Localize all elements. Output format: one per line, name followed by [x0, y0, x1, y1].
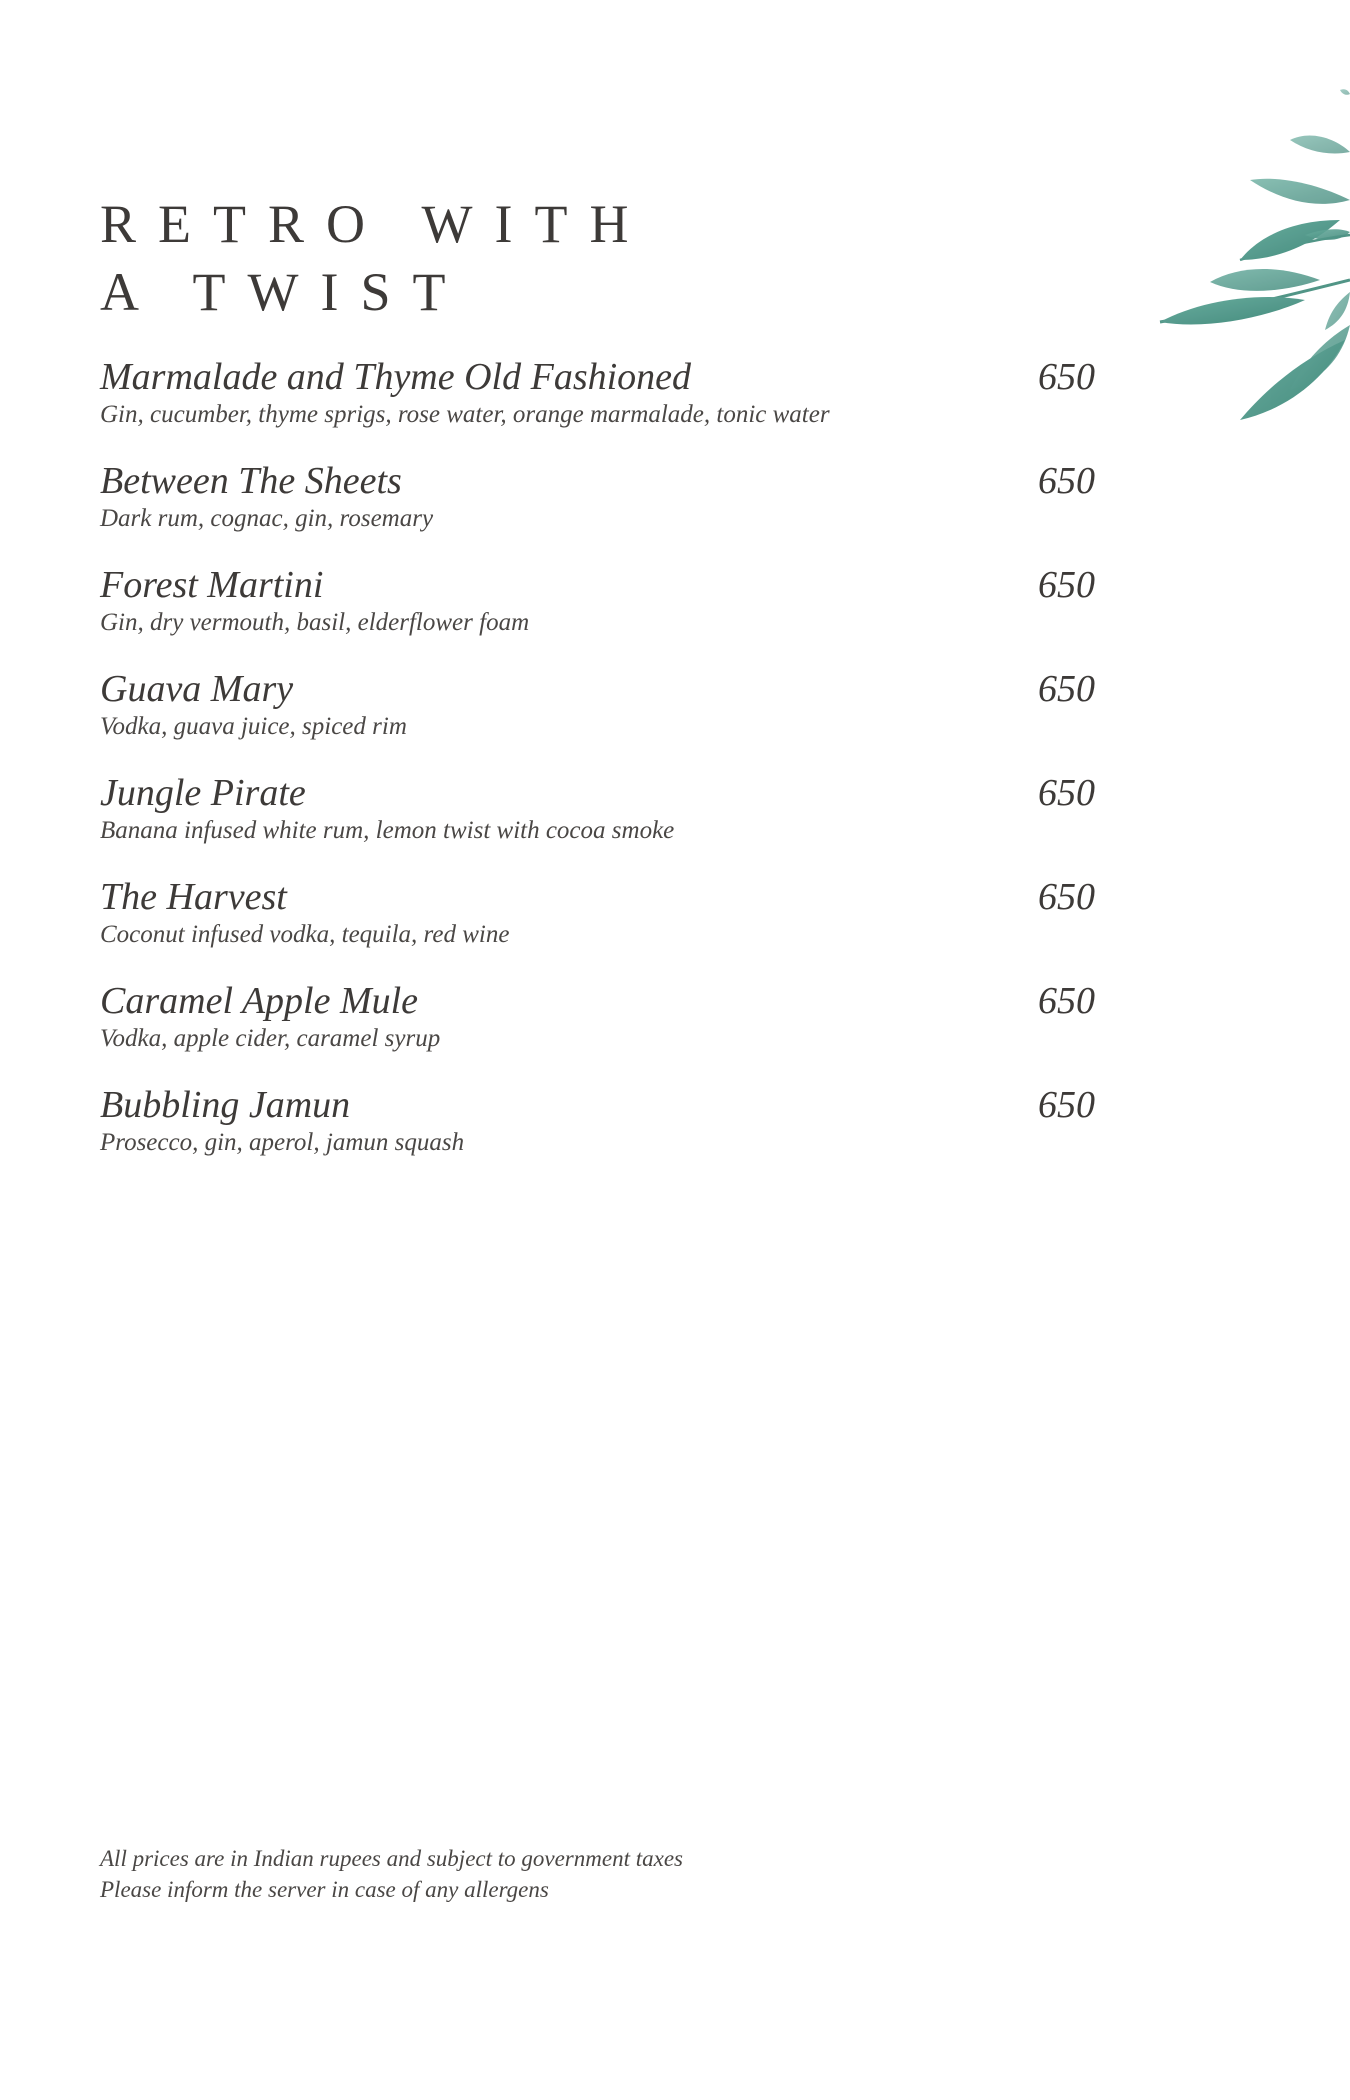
- item-name: Marmalade and Thyme Old Fashioned: [100, 356, 692, 398]
- menu-item: [100, 768, 1095, 872]
- item-price: 650: [1038, 668, 1095, 710]
- item-description: Banana infused white rum, lemon twist with cocoa smoke: [100, 817, 675, 844]
- item-description: Gin, dry vermouth, basil, elderflower foam: [100, 609, 530, 636]
- item-name: Bubbling Jamun: [100, 1084, 351, 1126]
- item-description: Gin, cucumber, thyme sprigs, rose water, orange marmalade, tonic water: [100, 401, 830, 428]
- item-price: 650: [1038, 772, 1095, 814]
- footer-notes: [100, 1843, 683, 1905]
- item-name: Jungle Pirate: [100, 772, 306, 814]
- item-description: Coconut infused vodka, tequila, red wine: [100, 921, 510, 948]
- title-line-1: RETRO WITH: [100, 194, 651, 254]
- menu-item: [100, 352, 1095, 456]
- item-description: Vodka, guava juice, spiced rim: [100, 713, 407, 740]
- menu-item: [100, 872, 1095, 976]
- page-title: [100, 190, 650, 326]
- footer-tax-note: All prices are in Indian rupees and subject to government taxes: [100, 1846, 683, 1871]
- item-price: 650: [1038, 980, 1095, 1022]
- menu-item: [100, 664, 1095, 768]
- menu-item: [100, 1080, 1095, 1184]
- item-name: Guava Mary: [100, 668, 294, 710]
- item-price: 650: [1038, 460, 1095, 502]
- item-price: 650: [1038, 876, 1095, 918]
- item-name: Caramel Apple Mule: [100, 980, 419, 1022]
- item-name: Forest Martini: [100, 564, 324, 606]
- item-price: 650: [1038, 1084, 1095, 1126]
- menu-item: [100, 456, 1095, 560]
- menu-item: [100, 560, 1095, 664]
- item-description: Prosecco, gin, aperol, jamun squash: [100, 1129, 465, 1156]
- item-description: Dark rum, cognac, gin, rosemary: [100, 505, 434, 532]
- menu-list: [100, 352, 1095, 1184]
- item-name: Between The Sheets: [100, 460, 402, 502]
- item-name: The Harvest: [100, 876, 287, 918]
- title-line-2: A TWIST: [100, 262, 468, 322]
- item-price: 650: [1038, 564, 1095, 606]
- item-price: 650: [1038, 356, 1095, 398]
- footer-allergen-note: Please inform the server in case of any allergens: [100, 1877, 549, 1902]
- item-description: Vodka, apple cider, caramel syrup: [100, 1025, 441, 1052]
- menu-item: [100, 976, 1095, 1080]
- leaf-branch-icon: [1090, 60, 1350, 460]
